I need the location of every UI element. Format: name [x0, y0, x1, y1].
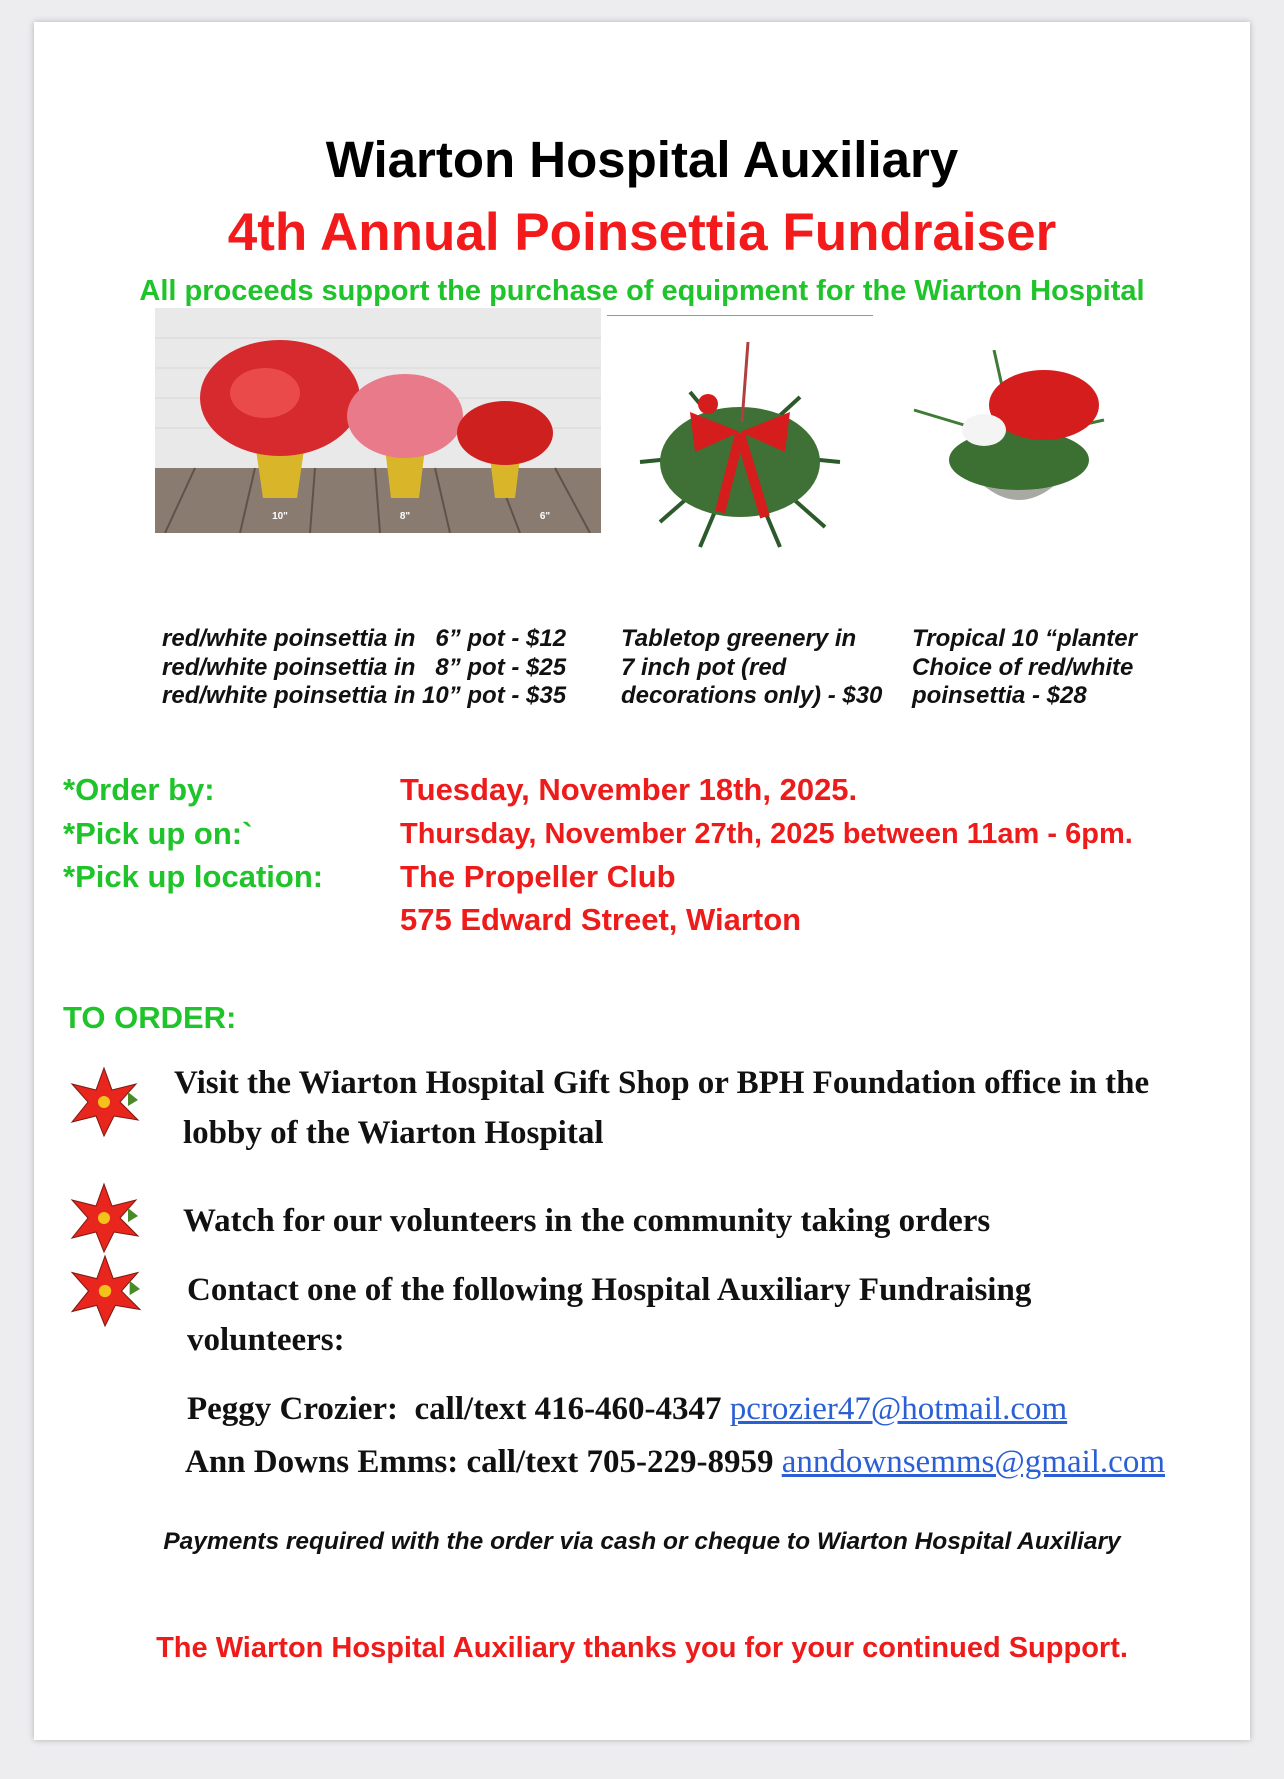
price-item: red/white poinsettia in 10” pot - $35	[162, 682, 567, 709]
contact-text: Ann Downs Emms: call/text 705-229-8959	[185, 1444, 782, 1480]
size-label-8: 8"	[399, 511, 411, 522]
price-list-greenery	[621, 625, 882, 711]
location-address: 575 Edward Street, Wiarton	[400, 902, 802, 937]
order-by-label: *Order by:	[63, 772, 215, 807]
flyer-tagline: All proceeds support the purchase of equipment for the Wiarton Hospital	[139, 275, 1145, 307]
bullet-3-line-1: Contact one of the following Hospital Auxiliary Fundraising	[187, 1272, 1032, 1308]
price-line: poinsettia - $28	[912, 682, 1087, 709]
poinsettia-bullet-icon	[68, 1066, 140, 1138]
email-link-ann[interactable]: anndownsemms@gmail.com	[781, 1444, 1165, 1480]
order-by-value: Tuesday, November 18th, 2025.	[400, 772, 858, 807]
contact-ann	[185, 1444, 1165, 1481]
contact-text: Peggy Crozier: call/text 416-460-4347	[187, 1391, 730, 1427]
price-list-poinsettia	[162, 625, 566, 711]
location-label: *Pick up location:	[63, 859, 324, 894]
location-name: The Propeller Club	[400, 859, 676, 894]
contact-peggy	[187, 1391, 1067, 1428]
payment-note: Payments required with the order via cash or cheque to Wiarton Hospital Auxiliary	[163, 1528, 1121, 1555]
price-line: Tabletop greenery in	[621, 625, 857, 652]
price-line: 7 inch pot (red	[621, 653, 787, 681]
thanks-message: The Wiarton Hospital Auxiliary thanks you for your continued Support.	[156, 1632, 1128, 1664]
poinsettia-bullet-icon	[68, 1182, 140, 1254]
price-list-tropical	[912, 625, 1137, 711]
flyer-page	[34, 22, 1250, 1740]
bullet-3-line-2: volunteers:	[187, 1322, 345, 1358]
size-label-6: 6"	[539, 511, 551, 522]
pickup-label: *Pick up on:`	[63, 816, 253, 851]
divider-line	[607, 315, 873, 316]
poinsettia-bullet-icon	[68, 1254, 142, 1328]
price-line: Tropical 10 “planter	[912, 625, 1137, 652]
flyer-subtitle: 4th Annual Poinsettia Fundraiser	[227, 203, 1057, 262]
greenery-photo	[630, 342, 850, 554]
price-item: red/white poinsettia in 8” pot - $25	[162, 653, 567, 681]
bullet-1-line-1: Visit the Wiarton Hospital Gift Shop or BPH Foundation office in the	[174, 1065, 1150, 1101]
email-link-peggy[interactable]: pcrozier47@hotmail.com	[729, 1391, 1068, 1427]
tropical-planter-photo	[904, 350, 1134, 525]
poinsettia-photo	[155, 308, 601, 533]
price-line: decorations only) - $30	[621, 682, 883, 709]
price-line: Choice of red/white	[912, 653, 1134, 681]
bullet-2: Watch for our volunteers in the community taking orders	[183, 1203, 991, 1239]
price-item: red/white poinsettia in 6” pot - $12	[162, 625, 567, 652]
pickup-value: Thursday, November 27th, 2025 between 11am - 6pm.	[400, 818, 1133, 850]
flyer-title: Wiarton Hospital Auxiliary	[325, 131, 959, 188]
bullet-1-line-2: lobby of the Wiarton Hospital	[183, 1115, 604, 1151]
size-label-10: 10"	[272, 511, 288, 522]
to-order-heading: TO ORDER:	[63, 1000, 237, 1035]
